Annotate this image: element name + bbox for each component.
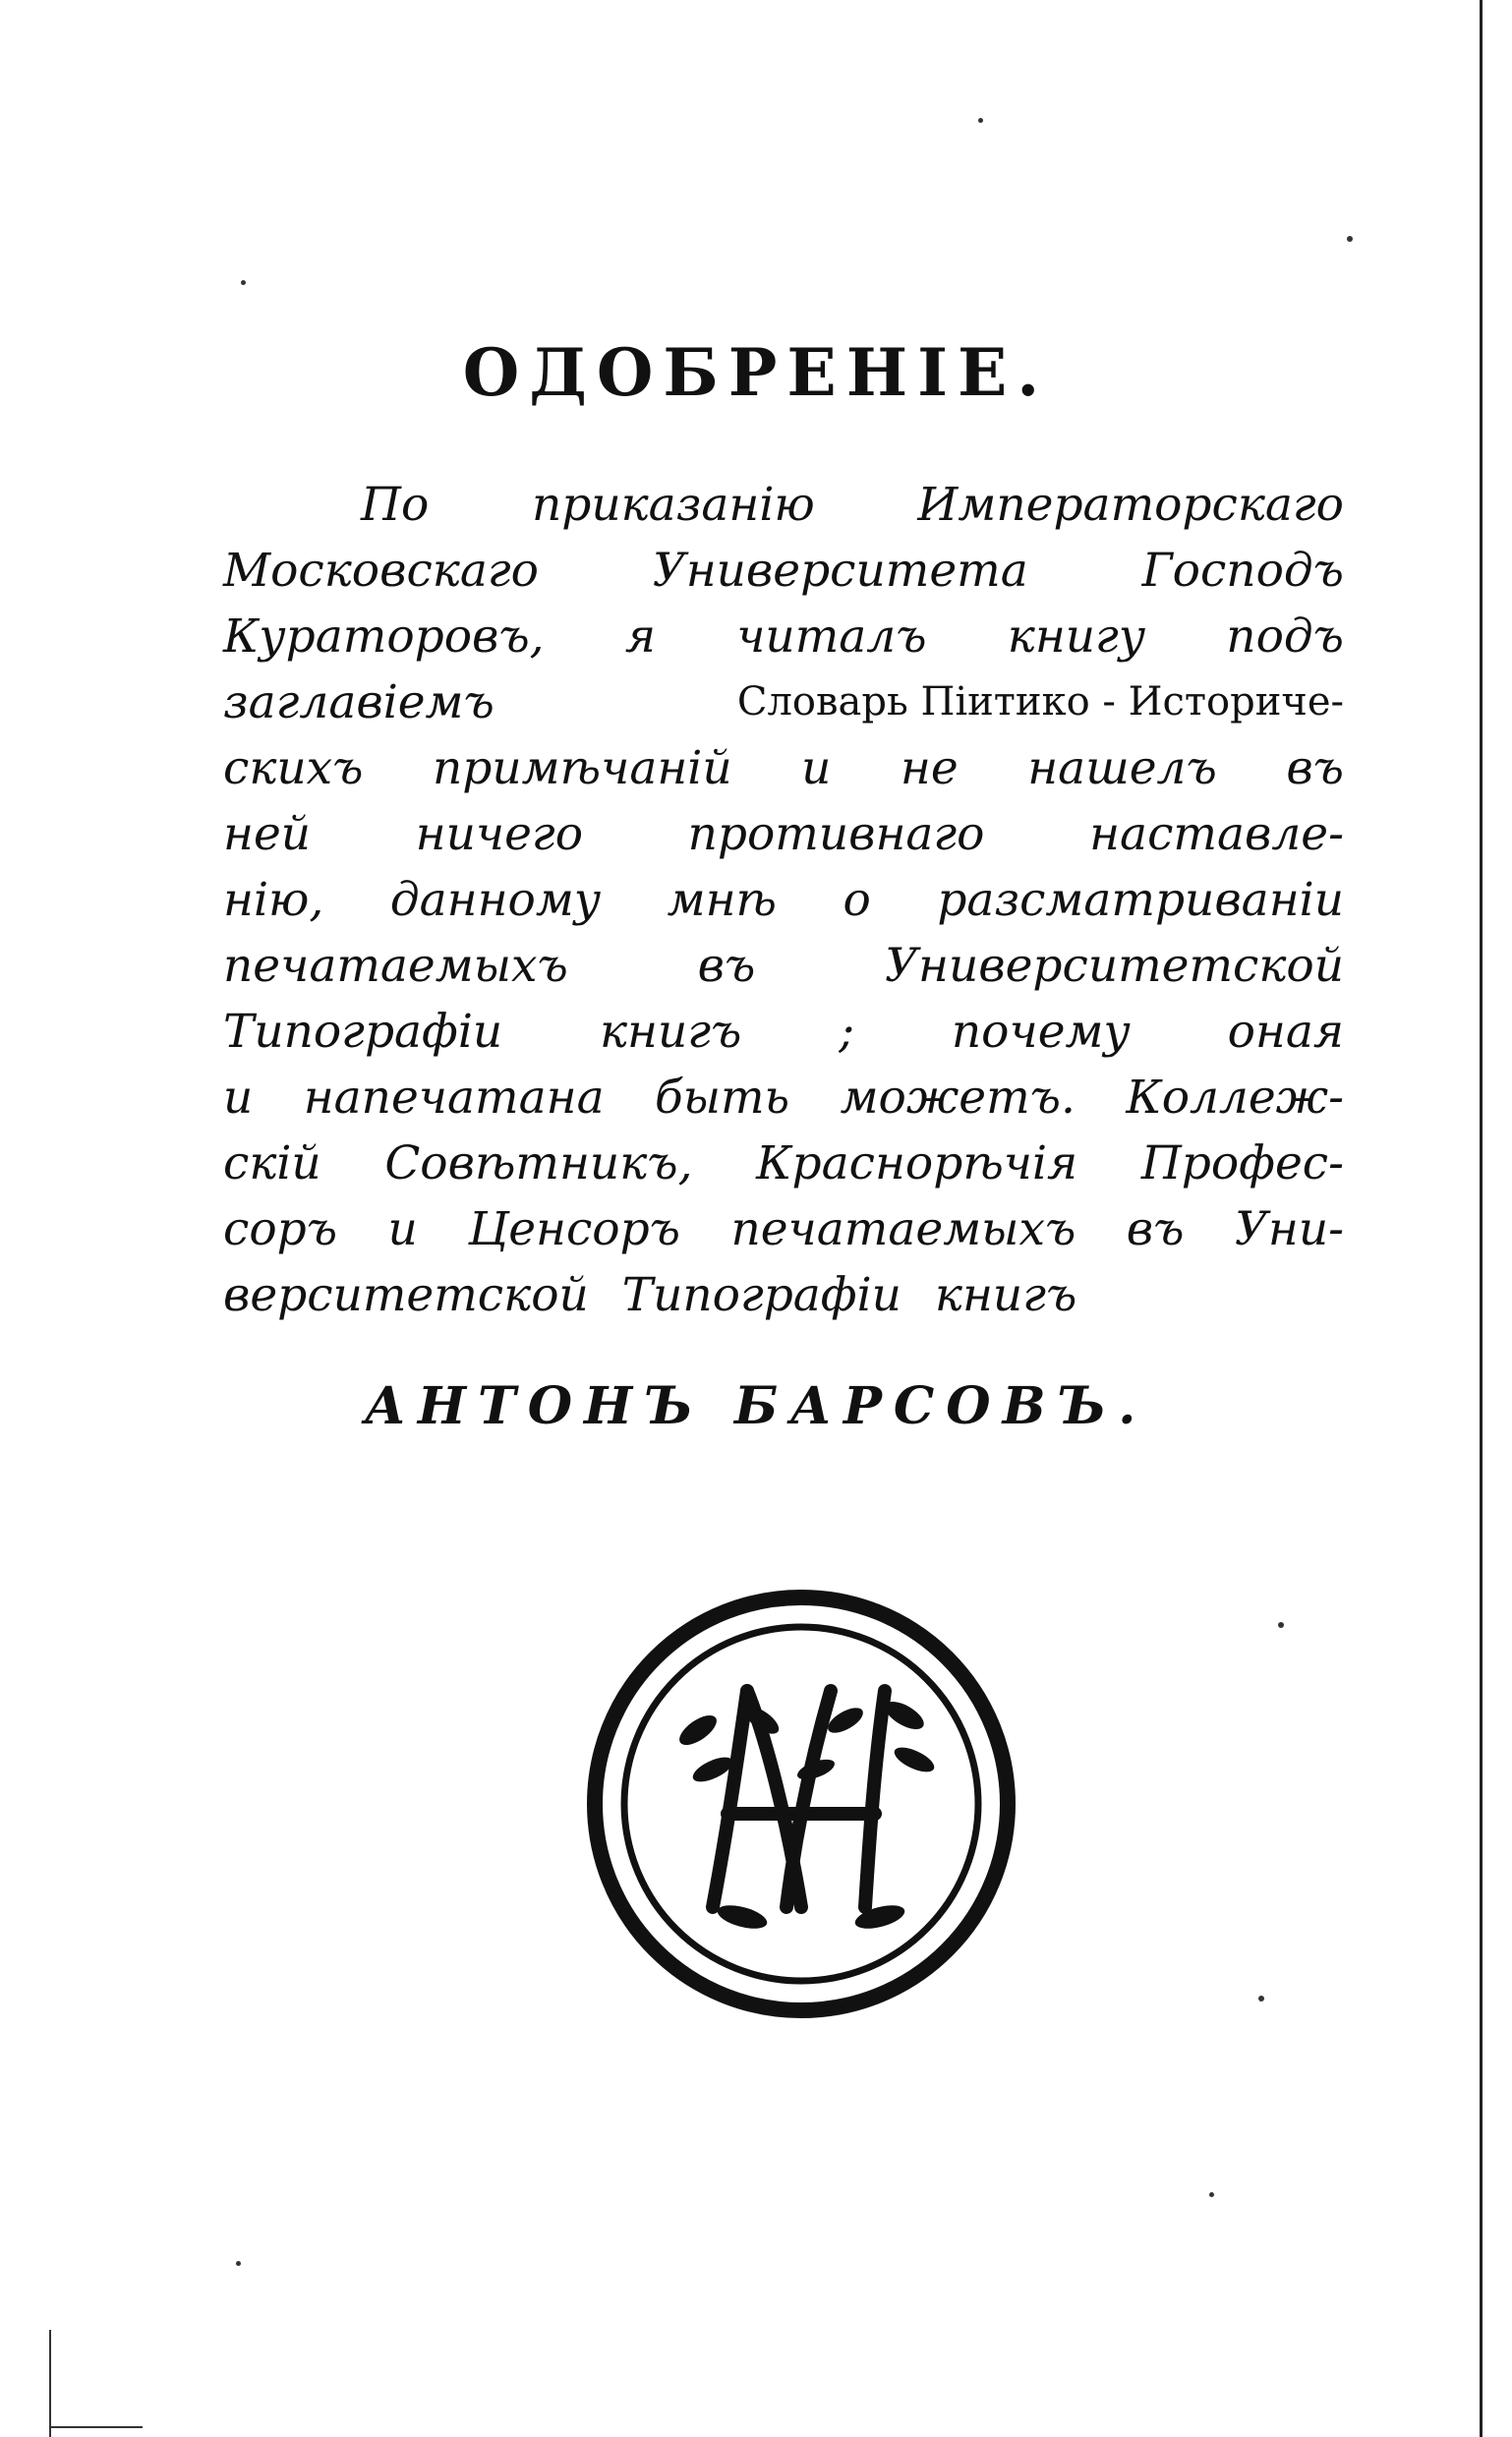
text-word: я [624, 609, 656, 664]
text-line [223, 1196, 1344, 1262]
text-word: нію, [223, 873, 324, 927]
text-word: скій [223, 1136, 321, 1190]
text-word: приказанію [531, 478, 815, 532]
text-word: и [801, 741, 832, 795]
text-word: книгъ [599, 1005, 742, 1059]
text-word: подъ [1226, 609, 1344, 664]
text-line [223, 933, 1344, 999]
scan-speck [1347, 236, 1353, 242]
text-word: не [900, 741, 959, 795]
text-word: разсматриваніи [937, 873, 1344, 927]
text-word: Типографіи [223, 1005, 503, 1059]
text-word: скихъ [223, 741, 364, 795]
text-line [223, 1262, 1344, 1328]
text-word: Уни- [1234, 1202, 1344, 1256]
scan-speck [1278, 1622, 1284, 1628]
text-word: По [361, 478, 430, 532]
text-word: въ [1286, 741, 1344, 795]
scan-speck [236, 2261, 241, 2266]
text-word: Профес- [1140, 1136, 1344, 1190]
page-title: ОДОБРЕНІЕ. [462, 334, 1050, 411]
scan-speck [1258, 1996, 1264, 2002]
text-word: Коллеж- [1126, 1071, 1344, 1125]
text-word: заглавіемъ [223, 675, 494, 729]
text-word: читалъ [736, 609, 927, 664]
text-word: быть [655, 1071, 790, 1125]
monogram-seal-stamp [580, 1583, 1022, 2025]
text-word: Совѣтникъ, [384, 1136, 693, 1190]
text-word: въ [1126, 1202, 1185, 1256]
text-word: и [223, 1071, 254, 1125]
text-word: оная [1227, 1005, 1344, 1059]
text-word: Университета [652, 544, 1028, 598]
text-word: Императорскаго [917, 478, 1344, 532]
text-word: Ценсоръ [468, 1202, 681, 1256]
scan-speck [978, 118, 983, 123]
text-line [223, 999, 1344, 1065]
text-word: наставле- [1089, 807, 1344, 861]
scan-speck [241, 280, 246, 285]
text-word: Типографіи [621, 1268, 901, 1322]
text-word: примѣчаній [433, 741, 732, 795]
text-word: Университетской [885, 939, 1344, 993]
text-word: ней [223, 807, 312, 861]
text-word: и [387, 1202, 418, 1256]
text-word: соръ [223, 1202, 338, 1256]
text-word: Господъ [1141, 544, 1344, 598]
text-line [223, 604, 1344, 669]
text-word: нашелъ [1027, 741, 1217, 795]
text-word: почему [951, 1005, 1131, 1059]
text-word: ; [839, 1005, 855, 1059]
text-word: Московскаго [223, 544, 539, 598]
text-word: книгу [1007, 609, 1146, 664]
scan-speck [1209, 2192, 1214, 2197]
text-line [223, 472, 1344, 538]
corner-mark [49, 2426, 143, 2428]
text-word: печатаемыхъ [730, 1202, 1076, 1256]
text-word: Словарь Піитико - Историче- [736, 679, 1344, 725]
approval-text [223, 472, 1344, 1328]
text-line [223, 735, 1344, 801]
text-word: о [843, 873, 871, 927]
text-line [223, 1131, 1344, 1196]
text-word: Краснорѣчія [756, 1136, 1078, 1190]
text-word: напечатана [303, 1071, 605, 1125]
text-word: книгъ [934, 1268, 1077, 1322]
text-word: противнаго [687, 807, 985, 861]
text-word: ничего [415, 807, 583, 861]
corner-mark [49, 2330, 51, 2437]
text-line [223, 538, 1344, 604]
text-word: въ [697, 939, 756, 993]
signature: АНТОНЪ БАРСОВЪ. [364, 1376, 1148, 1436]
text-word: данному [389, 873, 602, 927]
text-line [223, 801, 1344, 867]
text-line [223, 867, 1344, 933]
text-word: верситетской [223, 1268, 589, 1322]
text-line [223, 1065, 1344, 1131]
text-word: Кураторовъ, [223, 609, 545, 664]
text-word: печатаемыхъ [223, 939, 568, 993]
text-line [223, 669, 1344, 735]
text-word: мнѣ [667, 873, 778, 927]
text-word: можетъ. [840, 1071, 1076, 1125]
